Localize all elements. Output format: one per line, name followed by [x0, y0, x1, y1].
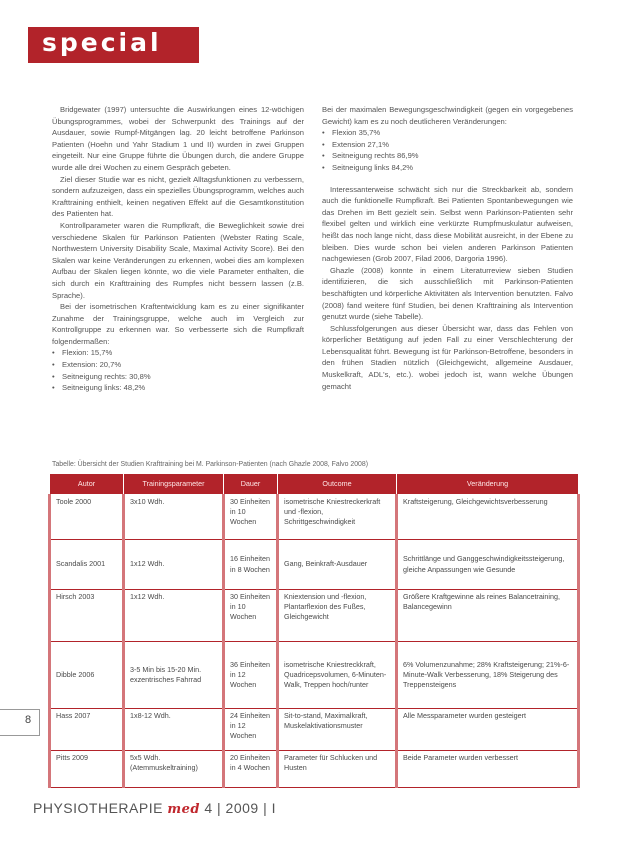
table-cell: 16 Einheiten in 8 Wochen	[224, 540, 278, 590]
study-table	[48, 473, 580, 775]
paragraph: Bei der maximalen Bewegungsgeschwindigkeit (gegen ein vorgegebenes Gewicht) kam es zu noch deutlicheren Veränderungen:	[322, 105, 573, 126]
table-cell: 36 Einheiten in 12 Wochen	[224, 642, 278, 709]
table-cell: Kniextension und -flexion, Plantarflexion des Fußes, Gleichgewicht	[278, 590, 397, 642]
table-cell: isometrische Kniestreckerkraft und -flexion, Schrittgeschwindigkeit	[278, 495, 397, 540]
column-header: Autor	[50, 474, 124, 495]
column-header: Veränderung	[397, 474, 579, 495]
table-row	[50, 590, 579, 642]
list-item: • Flexion 35,7%	[322, 127, 573, 139]
column-header: Dauer	[224, 474, 278, 495]
paragraph: Kontrollparameter waren die Rumpfkraft, die Beweglichkeit sowie drei verschiedene Skalen für Parkinson Patienten (Webster Rating Scale, Northwestern University Disability Scale, Maximal Activity Score). Bei den Skalen war keine Veränderungen zu erkennen, wobei dies am komplexen Aufbau der Skalen liegen könnte, wo die viele Parameter enthalten, die sich durch ein Krafttraining des Rumpfes nicht bessern lassen (z.B. Sprache).	[52, 220, 304, 300]
table-cell: 1x8-12 Wdh.	[124, 709, 224, 751]
table-cell: 30 Einheiten in 10 Wochen	[224, 495, 278, 540]
table-cell: 1x12 Wdh.	[124, 590, 224, 642]
table-cell: isometrische Kniestreckkraft, Quadricepsvolumen, 6-Minuten-Walk, Treppen hoch/runter	[278, 642, 397, 709]
table-cell: Schrittlänge und Ganggeschwindigkeitssteigerung, gleiche Anpassungen wie Gesunde	[397, 540, 579, 590]
paragraph: Ghazle (2008) konnte in einem Literaturreview sieben Studien identifizieren, die sich ausschließlich mit Parkinson-Patienten beschäftigten und körperliche Aktivitäten als Intervention benutzten. Falvo (2008) fand weitere fünf Studien, bei denen Krafttraining als Intervention genutzt wurde (siehe Tabelle).	[322, 265, 573, 322]
table-caption: Tabelle: Übersicht der Studien Krafttraining bei M. Parkinson-Patienten (nach Ghazle 2008, Falvo 2008)	[52, 461, 368, 468]
table-cell: 24 Einheiten in 12 Wochen	[224, 709, 278, 751]
table-cell: Alle Messparameter wurden gesteigert	[397, 709, 579, 751]
page-number: 8	[25, 714, 32, 726]
table-cell: Dibble 2006	[50, 642, 124, 709]
table-cell: Größere Kraftgewinne als reines Balancetraining, Balancegewinn	[397, 590, 579, 642]
table-cell: Parameter für Schlucken und Husten	[278, 751, 397, 788]
table-cell: Sit-to-stand, Maximalkraft, Muskelaktivationsmuster	[278, 709, 397, 751]
paragraph: Bridgewater (1997) untersuchte die Auswirkungen eines 12-wöchigen Übungsprogrammes, wobei der Schwerpunkt des Trainings auf der Ausdauer, sowie Rumpf-Mitgängen lag. 20 leicht betroffene Parkinson Patienten (Hoehn und Yahr Stadium 1 und II) wurden in zwei Gruppen eingeteilt. Nur eine Gruppe führte die Übungen durch, die andere Gruppe wurde alle drei Wochen zu einem Gespräch gebeten.	[52, 105, 304, 172]
left-column	[52, 104, 304, 394]
magazine-med-logo: med	[167, 802, 200, 817]
right-column	[322, 104, 573, 392]
table-row	[50, 751, 579, 788]
table-cell: 1x12 Wdh.	[124, 540, 224, 590]
list-item: • Seitneigung links: 48,2%	[52, 382, 304, 394]
list-item: • Extension 27,1%	[322, 139, 573, 151]
section-label: special	[42, 28, 162, 57]
table-cell: Toole 2000	[50, 495, 124, 540]
table-row	[50, 540, 579, 590]
list-item: • Seitneigung rechts 86,9%	[322, 150, 573, 162]
table-row	[50, 642, 579, 709]
table-cell: Hirsch 2003	[50, 590, 124, 642]
list-item: • Extension: 20,7%	[52, 359, 304, 371]
table-cell: Gang, Beinkraft-Ausdauer	[278, 540, 397, 590]
paragraph: Schlussfolgerungen aus dieser Übersicht war, dass das Fehlen von körperlicher Betätigung auf jeden Fall zu einer Verschlechterung der Lebensqualität führt. Bewegung ist für Parkinson-Betroffene, besonders in den frühen Stadien nützlich (Gleichgewicht, allgemeine Ausdauer, Muskelkraft, ADL's, etc.). wobei jedoch ist, wann welche Übungen gemacht	[322, 323, 573, 391]
table-row	[50, 709, 579, 751]
table-cell: 3x10 Wdh.	[124, 495, 224, 540]
table-header-row	[50, 474, 579, 495]
magazine-title: PHYSIOTHERAPIE	[33, 800, 163, 816]
column-header: Trainingsparameter	[124, 474, 224, 495]
list-item: • Flexion: 15,7%	[52, 347, 304, 359]
list-item: • Seitneigung links 84,2%	[322, 162, 573, 174]
paragraph: Bei der isometrischen Kraftentwicklung kam es zu einer signifikanter Zunahme der Trainingsgruppe, welche auch im Vergleich zur Kontrollgruppe zu erkennen war. So verbesserte sich die Rumpfkraft folgendermaßen:	[52, 302, 304, 346]
table-cell: 5x5 Wdh. (Atemmuskeltraining)	[124, 751, 224, 788]
bullet-list	[52, 347, 304, 393]
table-cell: Scandalis 2001	[50, 540, 124, 590]
section-banner	[28, 27, 199, 63]
table-cell: Kraftsteigerung, Gleichgewichtsverbesserung	[397, 495, 579, 540]
paragraph: Ziel dieser Studie war es nicht, gezielt Alltagsfunktionen zu verbessern, sondern aufzuzeigen, dass ein spezielles Übungsprogramm, welches auch Krafttraining enthielt, keinen negativen Effekt auf die Gesamtkonstitution des Patienten hat.	[52, 174, 304, 219]
table-cell: 3-5 Min bis 15-20 Min. exzentrisches Fahrrad	[124, 642, 224, 709]
table-row	[50, 495, 579, 540]
table-cell: Beide Parameter wurden verbessert	[397, 751, 579, 788]
paragraph: Interessanterweise schwächt sich nur die Streckbarkeit ab, sondern auch die funktionelle Rumpfkraft. Bei Patienten Spontanbewegungen wie das Drehen im Bett gezielt sein. Selbst wenn Parkinson-Patienten sehr flexibel gelten und wirklich eine verkürzte Rumpfmuskulatur aufweisen, heißt das noch lange nicht, dass diese Mobilität ausreicht, in der Ebene zu bleiben. Dies wurde schon bei vielen anderen Parkinson Patienten nachgewiesen (Grob 2007, Filad 2006, Dargoria 1996).	[322, 184, 573, 264]
table-cell: Pitts 2009	[50, 751, 124, 788]
table-cell: 6% Volumenzunahme; 28% Kraftsteigerung; 21%-6-Minute-Walk Verbesserung, 18% Steigerung des Treppensteigens	[397, 642, 579, 709]
column-header: Outcome	[278, 474, 397, 495]
table-cell: 30 Einheiten in 10 Wochen	[224, 590, 278, 642]
list-item: • Seitneigung rechts: 30,8%	[52, 371, 304, 383]
table-cell: 20 Einheiten in 4 Wochen	[224, 751, 278, 788]
page-number-box	[0, 709, 40, 735]
issue-info: 4 | 2009 | I	[204, 800, 276, 816]
bullet-list	[322, 127, 573, 173]
table-cell: Hass 2007	[50, 709, 124, 751]
magazine-footer	[33, 800, 276, 817]
